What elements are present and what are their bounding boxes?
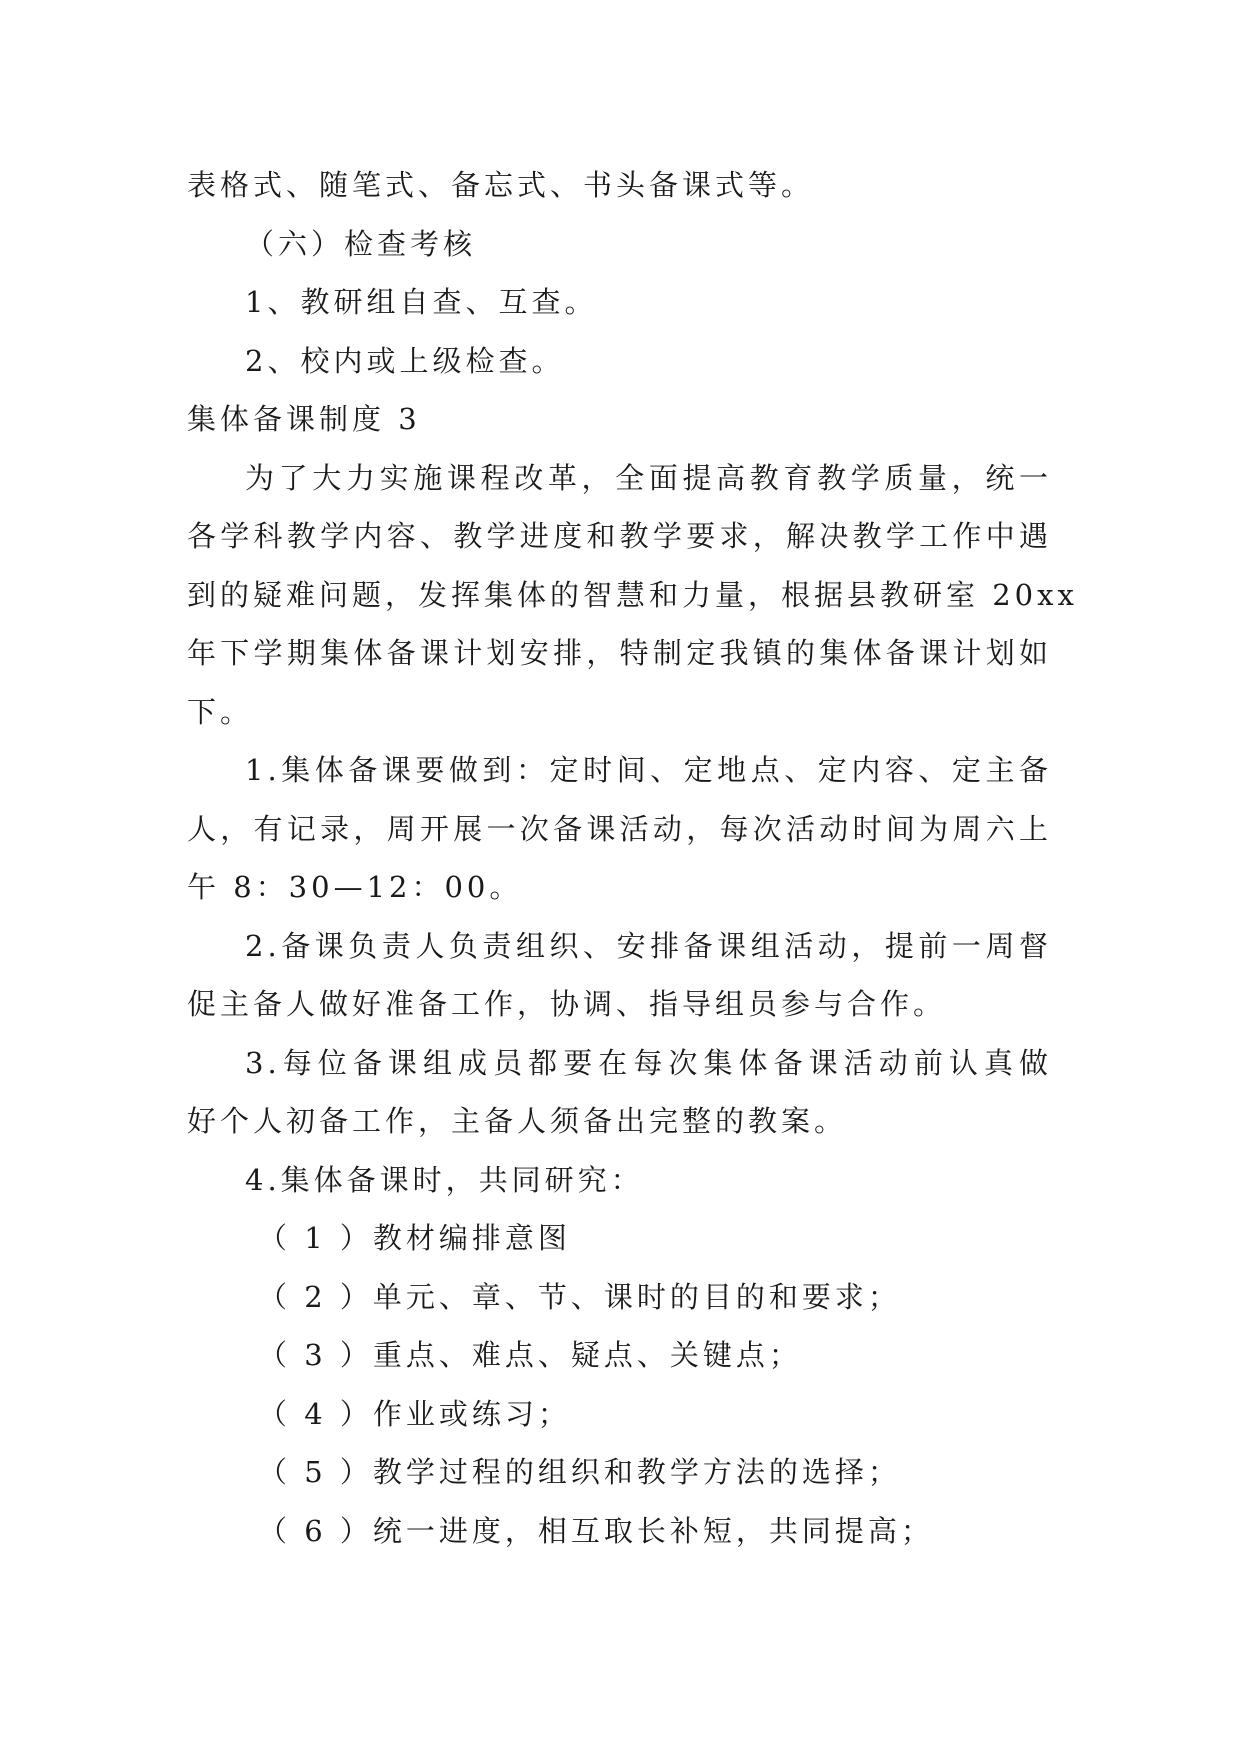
paragraph-line: 促主备人做好准备工作，协调、指导组员参与合作。 [187,987,947,1021]
paragraph-line: 2.备课负责人负责组织、安排备课组活动，提前一周督 [245,929,1052,963]
list-item: （ 2 ）单元、章、节、课时的目的和要求； [258,1280,901,1314]
paragraph-line: 下。 [187,695,254,729]
paragraph-line: 年下学期集体备课计划安排，特制定我镇的集体备课计划如 [187,636,1052,670]
list-item: （ 4 ）作业或练习； [258,1397,571,1431]
paragraph-line: 为了大力实施课程改革，全面提高教育教学质量，统一 [245,461,1052,495]
paragraph-line: 午 8：30—12：00。 [187,870,523,904]
list-item: 2、校内或上级检查。 [245,344,565,378]
paragraph-line: 4.集体备课时，共同研究： [245,1163,644,1197]
paragraph-line: 人，有记录，周开展一次备课活动，每次活动时间为周六上 [187,812,1052,846]
paragraph-line: 3.每位备课组成员都要在每次集体备课活动前认真做 [245,1046,1052,1080]
paragraph-line: 好个人初备工作，主备人须备出完整的教案。 [187,1104,848,1138]
paragraph-line: 各学科教学内容、教学进度和教学要求，解决教学工作中遇 [187,519,1052,553]
paragraph-line: 到的疑难问题，发挥集体的智慧和力量，根据县教研室 20xx [187,578,1078,612]
list-item: （ 6 ）统一进度，相互取长补短，共同提高； [258,1514,934,1548]
document-heading: 集体备课制度 3 [187,402,421,436]
paragraph-line: 1.集体备课要做到：定时间、定地点、定内容、定主备 [245,753,1052,787]
list-item: 1、教研组自查、互查。 [245,285,598,319]
list-item: （ 1 ）教材编排意图 [258,1221,571,1255]
list-item: （ 3 ）重点、难点、疑点、关键点； [258,1338,802,1372]
list-item: （ 5 ）教学过程的组织和教学方法的选择； [258,1455,901,1489]
section-heading: （六）检查考核 [245,227,477,261]
text-line: 表格式、随笔式、备忘式、书头备课式等。 [187,168,815,202]
